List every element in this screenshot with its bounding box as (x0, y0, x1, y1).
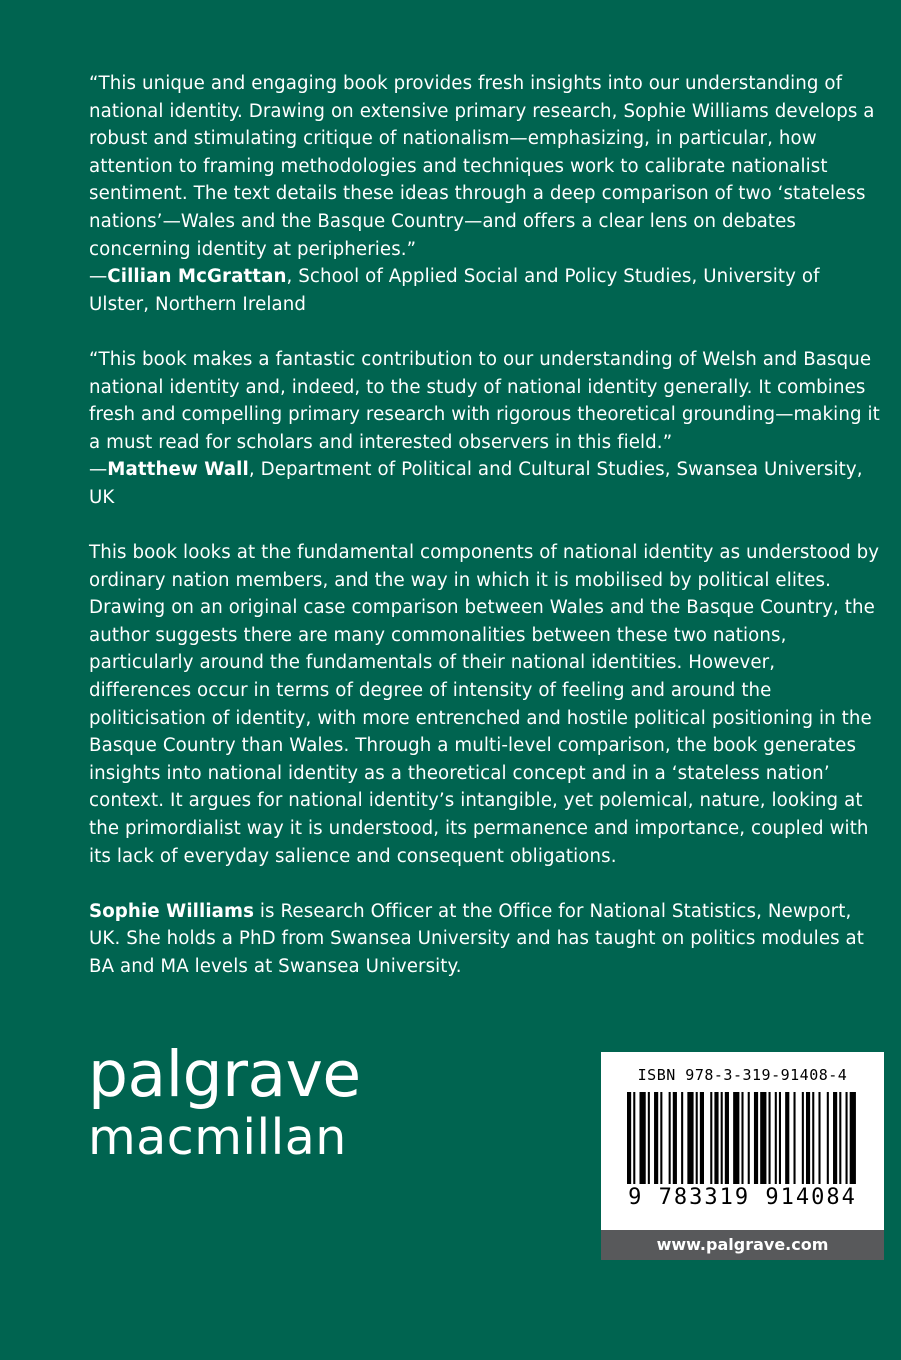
quote-1-dash: — (89, 266, 108, 288)
isbn-label: ISBN 978-3-319-91408-4 (637, 1066, 848, 1084)
barcode-bar (639, 1092, 645, 1184)
barcode-bar (669, 1092, 671, 1184)
barcode-bar (812, 1092, 814, 1184)
barcode-bar (775, 1092, 777, 1184)
barcode-bar (833, 1092, 837, 1184)
publisher-url: www.palgrave.com (601, 1230, 884, 1260)
quote-1-affiliation: , School of Applied Social and Policy Studies, University of Ulster, Northern Ireland (89, 266, 820, 315)
quote-2-dash: — (89, 459, 108, 481)
quote-2-author: Matthew Wall (107, 459, 249, 481)
barcode-bar (681, 1092, 683, 1184)
barcode-bar (748, 1092, 750, 1184)
barcode-bar (779, 1092, 781, 1184)
author-bio-text: is Research Officer at the Office for National Statistics, Newport, UK. She holds a PhD from Swansea University and has taught on politics modules at BA and MA levels at Swansea University. (89, 900, 865, 977)
quote-2-affiliation: , Department of Political and Cultural Studies, Swansea University, UK (89, 459, 863, 508)
barcode-bar (733, 1092, 739, 1184)
barcode-bar (627, 1092, 631, 1184)
publisher-logo (88, 1040, 361, 1166)
barcode-bar (754, 1092, 758, 1184)
barcode-bar (769, 1092, 771, 1184)
barcode-bar (846, 1092, 848, 1184)
barcode-bar (687, 1092, 693, 1184)
endorsement-quote-2 (89, 346, 881, 512)
barcode-icon (627, 1092, 858, 1184)
barcode-bar (802, 1092, 804, 1184)
barcode-bar (818, 1092, 820, 1184)
barcode-bar (785, 1092, 789, 1184)
author-bio (89, 898, 881, 981)
barcode-bar (654, 1092, 658, 1184)
barcode-bar (760, 1092, 766, 1184)
quote-1-author: Cillian McGrattan (107, 266, 287, 288)
barcode-bar (660, 1092, 662, 1184)
barcode-digits: 9 783319 914084 (628, 1185, 857, 1210)
barcode-bar (725, 1092, 729, 1184)
back-cover-text (89, 70, 881, 1008)
barcode-bar (714, 1092, 718, 1184)
barcode-bar (741, 1092, 743, 1184)
author-bio-name: Sophie Williams (89, 900, 255, 922)
barcode-bar (696, 1092, 698, 1184)
logo-macmillan: macmillan (88, 1109, 347, 1166)
barcode-bar (806, 1092, 810, 1184)
barcode-bar (827, 1092, 829, 1184)
endorsement-quote-1 (89, 70, 881, 318)
barcode-bar (793, 1092, 795, 1184)
barcode-bar (850, 1092, 856, 1184)
quote-1-attribution (89, 263, 881, 318)
barcode-bar (710, 1092, 712, 1184)
quote-2-text: “This book makes a fantastic contribution to our understanding of Welsh and Basque national identity and, indeed, to the study of national identity generally. It combines fresh and compelling primary research with rigorous theoretical grounding—making it a must read for scholars and interested observers in this field.” (89, 348, 880, 453)
barcode-bar (633, 1092, 635, 1184)
quote-1-text: “This unique and engaging book provides fresh insights into our understanding of national identity. Drawing on extensive primary research, Sophie Williams develops a robust and stimulating critique of nationalism—emphasizing, in particular, how attention to framing methodologies and techniques work to calibrate nationalist sentiment. The text details these ideas through a deep comparison of two ‘stateless nations’—Wales and the Basque Country—and offers a clear lens on debates concerning identity at peripheries.” (89, 73, 875, 260)
barcode-bar (673, 1092, 677, 1184)
barcode-bar (721, 1092, 723, 1184)
book-description: This book looks at the fundamental components of national identity as understood by ordinary nation members, and the way in which it is mobilised by political elites. Drawing on an original case comparison between Wales and the Basque Country, the author suggests there are many commonalities between these two nations, particularly around the fundamentals of their national identities. However, differences occur in terms of degree of intensity of feeling and around the politicisation of identity, with more entrenched and hostile political positioning in the Basque Country than Wales. Through a multi-level comparison, the book generates insights into national identity as a theoretical concept and in a ‘stateless nation’ context. It argues for national identity’s intangible, yet polemical, nature, looking at the primordialist way it is understood, its permanence and importance, coupled with its lack of everyday salience and consequent obligations. (89, 542, 880, 867)
logo-palgrave: palgrave (88, 1038, 361, 1111)
isbn-barcode-box (601, 1052, 884, 1230)
barcode-bar (839, 1092, 841, 1184)
barcode-bar (648, 1092, 650, 1184)
barcode-bar (700, 1092, 704, 1184)
quote-2-attribution (89, 456, 881, 511)
